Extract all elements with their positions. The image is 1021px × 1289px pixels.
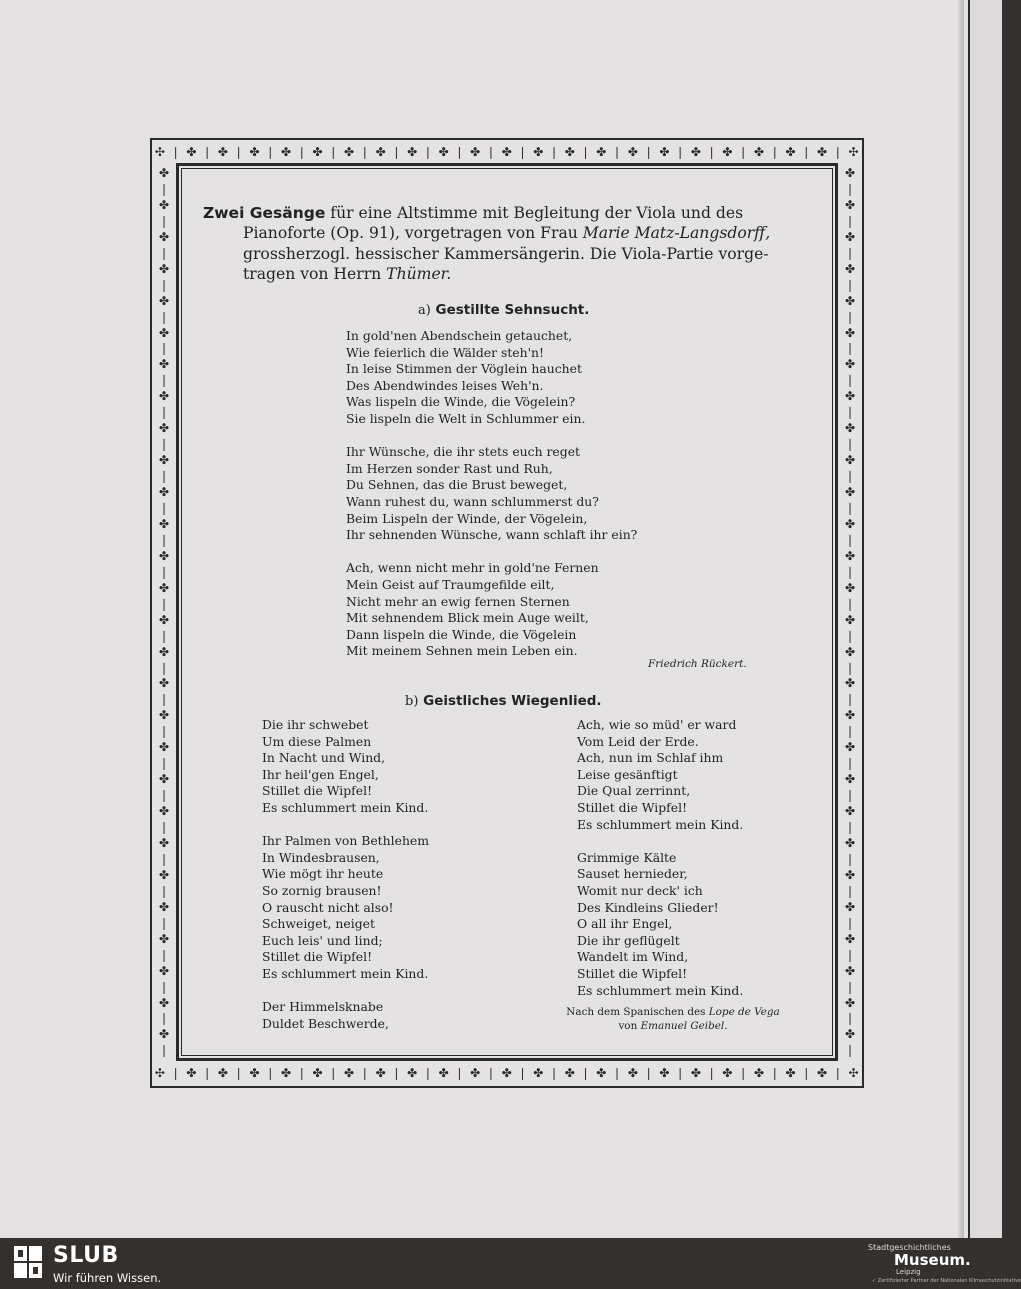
quatrefoil-ornament: ❘ <box>738 1066 749 1080</box>
poem-line: Ach, nun im Schlaf ihm <box>577 750 724 766</box>
slub-logo-icon[interactable] <box>12 1244 44 1280</box>
quatrefoil-ornament: ❘ <box>844 596 856 611</box>
quatrefoil-ornament: ❘ <box>158 596 170 611</box>
quatrefoil-ornament: ✤ <box>249 1066 260 1080</box>
quatrefoil-ornament: ✤ <box>186 145 197 159</box>
poem-line: Vom Leid der Erde. <box>577 733 699 749</box>
poem-line: Ihr Palmen von Bethlehem <box>262 833 430 849</box>
frame-ornament-right <box>839 165 861 1059</box>
quatrefoil-ornament: ✤ <box>158 899 170 914</box>
quatrefoil-ornament: ❘ <box>675 1066 686 1080</box>
quatrefoil-ornament: ✤ <box>659 145 670 159</box>
poem-line: Mein Geist auf Traumgefilde eilt, <box>346 576 555 592</box>
quatrefoil-ornament: ❘ <box>643 1066 654 1080</box>
quatrefoil-ornament: ❘ <box>844 756 856 771</box>
quatrefoil-ornament: ❘ <box>158 1043 170 1058</box>
poem-line: Stillet die Wipfel! <box>262 949 373 965</box>
quatrefoil-ornament: ✤ <box>844 580 856 595</box>
quatrefoil-ornament: ✤ <box>844 485 856 500</box>
quatrefoil-ornament: ✤ <box>344 1066 355 1080</box>
quatrefoil-ornament: ✤ <box>158 676 170 691</box>
quatrefoil-ornament: ❘ <box>158 788 170 803</box>
poem-line: Wie mögt ihr heute <box>262 866 384 882</box>
quatrefoil-ornament: ❘ <box>422 1066 433 1080</box>
quatrefoil-ornament: ✤ <box>217 145 228 159</box>
quatrefoil-ornament: ❘ <box>158 181 170 196</box>
quatrefoil-ornament: ❘ <box>844 947 856 962</box>
song-a-author: Friedrich Rückert. <box>648 658 747 670</box>
quatrefoil-ornament: ✤ <box>722 145 733 159</box>
quatrefoil-ornament: ✤ <box>844 963 856 978</box>
credit-translator: Emanuel Geibel. <box>640 1020 728 1032</box>
quatrefoil-ornament: ✤ <box>627 1066 638 1080</box>
quatrefoil-ornament: ✤ <box>470 1066 481 1080</box>
poem-line: Stillet die Wipfel! <box>577 799 688 815</box>
quatrefoil-ornament: ✤ <box>438 145 449 159</box>
quatrefoil-ornament: ✤ <box>158 708 170 723</box>
quatrefoil-ornament: ✤ <box>158 165 170 180</box>
quatrefoil-ornament: ❘ <box>265 145 276 159</box>
quatrefoil-ornament: ✤ <box>817 145 828 159</box>
frame-ornament-left <box>153 165 175 1059</box>
quatrefoil-ornament: ✤ <box>312 145 323 159</box>
song-b-right-stanza-2 <box>577 850 743 999</box>
song-a-stanza-2 <box>346 444 637 544</box>
quatrefoil-ornament: ❘ <box>801 145 812 159</box>
poem-line: Sauset hernieder, <box>577 866 688 882</box>
quatrefoil-ornament: ❘ <box>296 1066 307 1080</box>
poem-line: Wandelt im Wind, <box>577 949 689 965</box>
poem-line: Es schlummert mein Kind. <box>577 982 744 998</box>
quatrefoil-ornament: ✤ <box>533 1066 544 1080</box>
quatrefoil-ornament: ✤ <box>158 293 170 308</box>
quatrefoil-ornament: ✤ <box>564 145 575 159</box>
poem-line: Du Sehnen, das die Brust beweget, <box>346 477 568 493</box>
quatrefoil-ornament: ✤ <box>158 357 170 372</box>
quatrefoil-ornament: ❘ <box>422 145 433 159</box>
quatrefoil-ornament: ❘ <box>769 1066 780 1080</box>
poem-line: O rauscht nicht also! <box>262 899 394 915</box>
quatrefoil-ornament: ✤ <box>844 867 856 882</box>
quatrefoil-ornament: ✤ <box>158 867 170 882</box>
quatrefoil-ornament: ✤ <box>627 145 638 159</box>
quatrefoil-ornament: ❘ <box>844 724 856 739</box>
quatrefoil-ornament: ❘ <box>485 1066 496 1080</box>
song-b-left-column <box>262 717 429 1032</box>
quatrefoil-ornament: ❘ <box>738 145 749 159</box>
quatrefoil-ornament: ❘ <box>844 788 856 803</box>
quatrefoil-ornament: ✤ <box>501 1066 512 1080</box>
poem-line: Stillet die Wipfel! <box>262 783 373 799</box>
poem-line: Um diese Palmen <box>262 733 372 749</box>
poem-line: Ihr heil'gen Engel, <box>262 766 379 782</box>
poem-line: O all ihr Engel, <box>577 916 673 932</box>
quatrefoil-ornament: ❘ <box>158 564 170 579</box>
quatrefoil-ornament: ✤ <box>722 1066 733 1080</box>
quatrefoil-ornament: ❘ <box>844 851 856 866</box>
quatrefoil-ornament: ✤ <box>844 644 856 659</box>
quatrefoil-ornament: ✤ <box>844 995 856 1010</box>
quatrefoil-ornament: ❘ <box>170 1066 181 1080</box>
quatrefoil-ornament: ❘ <box>844 309 856 324</box>
quatrefoil-ornament: ❘ <box>832 1066 843 1080</box>
quatrefoil-ornament: ✤ <box>158 995 170 1010</box>
quatrefoil-ornament: ❘ <box>158 756 170 771</box>
quatrefoil-ornament: ❘ <box>844 532 856 547</box>
poem-line: Des Abendwindes leises Weh'n. <box>346 377 544 393</box>
quatrefoil-ornament: ❘ <box>844 405 856 420</box>
quatrefoil-ornament: ❘ <box>548 1066 560 1080</box>
quatrefoil-ornament: ✤ <box>249 145 260 159</box>
quatrefoil-ornament: ❘ <box>158 500 170 515</box>
quatrefoil-ornament: ✤ <box>785 145 796 159</box>
quatrefoil-ornament: ❘ <box>844 883 856 898</box>
poem-line: Grimmige Kälte <box>577 849 677 865</box>
quatrefoil-ornament: ✤ <box>186 1066 197 1080</box>
quatrefoil-ornament: ❘ <box>359 145 370 159</box>
quatrefoil-ornament: ✤ <box>844 836 856 850</box>
museum-certificate: ✓ Zertifizierter Partner der Nationalen Klimaschutzinitiative <box>872 1278 1021 1284</box>
song-a-stanza-3 <box>346 560 637 660</box>
quatrefoil-ornament: ✤ <box>158 485 170 500</box>
poem-line: Womit nur deck' ich <box>577 882 703 898</box>
next-page-edge <box>968 0 1002 1238</box>
poem-line: In gold'nen Abendschein getauchet, <box>346 328 573 343</box>
poem-line: Mit meinem Sehnen mein Leben ein. <box>346 643 578 659</box>
quatrefoil-ornament: ❘ <box>548 145 560 159</box>
quatrefoil-ornament: ❘ <box>706 145 717 159</box>
quatrefoil-ornament: ❘ <box>158 883 170 898</box>
quatrefoil-ornament: ❘ <box>706 1066 717 1080</box>
quatrefoil-ornament: ❘ <box>391 145 402 159</box>
poem-line: Es schlummert mein Kind. <box>262 799 429 815</box>
quatrefoil-ornament: ❘ <box>158 213 170 228</box>
quatrefoil-ornament: ✤ <box>844 612 856 627</box>
quatrefoil-ornament: ✤ <box>344 145 355 159</box>
quatrefoil-ornament: ❘ <box>769 145 780 159</box>
quatrefoil-ornament: ❘ <box>844 469 856 484</box>
quatrefoil-ornament: ❘ <box>844 660 856 675</box>
quatrefoil-ornament: ❘ <box>801 1066 812 1080</box>
frame-ornament-top <box>152 141 862 163</box>
quatrefoil-ornament: ✤ <box>407 1066 418 1080</box>
quatrefoil-ornament: ✤ <box>844 421 856 436</box>
quatrefoil-ornament: ✤ <box>564 1066 575 1080</box>
quatrefoil-ornament: ✤ <box>158 197 170 212</box>
quatrefoil-ornament: ❘ <box>328 1066 339 1080</box>
quatrefoil-ornament: ❘ <box>844 1011 856 1026</box>
quatrefoil-ornament: ❘ <box>844 245 856 260</box>
intro-line-2: Pianoforte (Op. 91), vorgetragen von Frau <box>243 224 583 243</box>
poem-line: Leise gesänftigt <box>577 766 678 782</box>
song-b-left-stanza-1 <box>262 717 429 817</box>
quatrefoil-ornament: ✤ <box>844 740 856 755</box>
poem-line: Was lispeln die Winde, die Vögelein? <box>346 394 576 410</box>
quatrefoil-ornament: ❘ <box>158 373 170 388</box>
quatrefoil-ornament: ❘ <box>158 405 170 420</box>
intro-line-4: tragen von Herrn <box>243 264 387 283</box>
slub-logo-tagline: Wir führen Wissen. <box>53 1271 162 1285</box>
quatrefoil-ornament: ❘ <box>158 915 170 930</box>
quatrefoil-ornament: ❘ <box>233 1066 244 1080</box>
poem-line: Ihr Wünsche, die ihr stets euch reget <box>346 444 581 460</box>
quatrefoil-ornament: ❘ <box>612 1066 623 1080</box>
song-b-left-stanza-3 <box>262 999 429 1032</box>
intro-line-1: für eine Altstimme mit Begleitung der Viola und des <box>325 204 744 222</box>
program-title: Zwei Gesänge <box>203 204 326 222</box>
quatrefoil-ornament: ❘ <box>158 469 170 484</box>
credit-source: Lope de Vega <box>708 1006 780 1018</box>
quatrefoil-ornament: ✤ <box>844 261 856 276</box>
quatrefoil-ornament: ✤ <box>844 165 856 180</box>
poem-line: Mit sehnendem Blick mein Auge weilt, <box>346 610 589 626</box>
song-b-title: Geistliches Wiegenlied. <box>423 693 602 709</box>
quatrefoil-ornament: ❘ <box>296 145 307 159</box>
poem-line: In Windesbrausen, <box>262 849 380 865</box>
quatrefoil-ornament: ❘ <box>844 437 856 452</box>
quatrefoil-ornament: ✤ <box>280 145 292 159</box>
quatrefoil-ornament: ✤ <box>312 1066 323 1080</box>
quatrefoil-ornament: ❘ <box>328 145 339 159</box>
poem-line: Der Himmelsknabe <box>262 999 384 1015</box>
quatrefoil-ornament: ✤ <box>690 145 701 159</box>
quatrefoil-ornament: ✤ <box>158 740 170 755</box>
quatrefoil-ornament: ❘ <box>517 1066 528 1080</box>
quatrefoil-ornament: ✤ <box>596 1066 607 1080</box>
quatrefoil-ornament: ❘ <box>158 979 170 994</box>
quatrefoil-ornament: ✤ <box>844 293 856 308</box>
star-corner-ornament: ✣ <box>154 145 165 159</box>
poem-line: Wann ruhest du, wann schlummerst du? <box>346 493 599 509</box>
song-b-right-column <box>577 717 743 999</box>
quatrefoil-ornament: ❘ <box>844 500 856 515</box>
quatrefoil-ornament: ❘ <box>158 628 170 643</box>
quatrefoil-ornament: ❘ <box>580 1066 591 1080</box>
museum-logo-city: Leipzig <box>896 1268 921 1276</box>
quatrefoil-ornament: ❘ <box>265 1066 276 1080</box>
slub-logo-name[interactable]: SLUB <box>53 1243 119 1268</box>
quatrefoil-ornament: ✤ <box>817 1066 828 1080</box>
quatrefoil-ornament: ❘ <box>643 145 654 159</box>
quatrefoil-ornament: ❘ <box>158 820 170 835</box>
quatrefoil-ornament: ✤ <box>753 1066 764 1080</box>
poem-line: Es schlummert mein Kind. <box>262 965 429 981</box>
poem-line: Die ihr geflügelt <box>577 932 680 948</box>
song-b-right-stanza-1 <box>577 717 743 833</box>
song-a-stanza-1 <box>346 328 637 428</box>
poem-line: Ach, wie so müd' er ward <box>577 717 737 732</box>
quatrefoil-ornament: ❘ <box>158 245 170 260</box>
quatrefoil-ornament: ✤ <box>501 145 512 159</box>
poem-line: Ihr sehnenden Wünsche, wann schlaft ihr ein? <box>346 527 638 543</box>
poem-line: Stillet die Wipfel! <box>577 965 688 981</box>
quatrefoil-ornament: ❘ <box>233 145 244 159</box>
quatrefoil-ornament: ❘ <box>844 277 856 292</box>
quatrefoil-ornament: ✤ <box>844 516 856 531</box>
quatrefoil-ornament: ❘ <box>844 628 856 643</box>
quatrefoil-ornament: ❘ <box>844 979 856 994</box>
quatrefoil-ornament: ✤ <box>158 963 170 978</box>
quatrefoil-ornament: ✤ <box>158 453 170 468</box>
quatrefoil-ornament: ✤ <box>158 772 170 787</box>
quatrefoil-ornament: ❘ <box>454 145 465 159</box>
quatrefoil-ornament: ✤ <box>158 389 170 404</box>
quatrefoil-ornament: ❘ <box>202 1066 213 1080</box>
quatrefoil-ornament: ✤ <box>844 899 856 914</box>
quatrefoil-ornament: ❘ <box>844 181 856 196</box>
quatrefoil-ornament: ✤ <box>844 1027 856 1042</box>
song-b-heading <box>405 693 602 709</box>
intro-line-3: grossherzogl. hessischer Kammersängerin. Die Viola-Partie vorge- <box>243 244 769 263</box>
quatrefoil-ornament: ✤ <box>844 325 856 340</box>
poem-line: Sie lispeln die Welt in Schlummer ein. <box>346 410 586 426</box>
quatrefoil-ornament: ✤ <box>844 804 856 819</box>
quatrefoil-ornament: ✤ <box>844 708 856 723</box>
quatrefoil-ornament: ❘ <box>844 373 856 388</box>
star-corner-ornament: ✣ <box>848 145 859 159</box>
poem-line: Duldet Beschwerde, <box>262 1015 389 1031</box>
quatrefoil-ornament: ❘ <box>158 532 170 547</box>
quatrefoil-ornament: ❘ <box>158 309 170 324</box>
quatrefoil-ornament: ✤ <box>407 145 418 159</box>
quatrefoil-ornament: ✤ <box>158 1027 170 1042</box>
quatrefoil-ornament: ✤ <box>375 1066 386 1080</box>
credit-by: von <box>618 1020 641 1032</box>
poem-line: Im Herzen sonder Rast und Ruh, <box>346 460 553 476</box>
song-b-mark: b) <box>405 694 419 709</box>
quatrefoil-ornament: ❘ <box>359 1066 370 1080</box>
quatrefoil-ornament: ❘ <box>158 692 170 707</box>
quatrefoil-ornament: ✤ <box>596 145 607 159</box>
quatrefoil-ornament: ✤ <box>158 548 170 563</box>
quatrefoil-ornament: ❘ <box>612 145 623 159</box>
quatrefoil-ornament: ✤ <box>158 804 170 819</box>
credit-prefix: Nach dem Spanischen des <box>566 1006 709 1018</box>
quatrefoil-ornament: ❘ <box>485 145 496 159</box>
quatrefoil-ornament: ❘ <box>844 820 856 835</box>
quatrefoil-ornament: ✤ <box>158 580 170 595</box>
quatrefoil-ornament: ✤ <box>844 931 856 946</box>
quatrefoil-ornament: ❘ <box>844 341 856 356</box>
quatrefoil-ornament: ❘ <box>158 277 170 292</box>
quatrefoil-ornament: ✤ <box>470 145 481 159</box>
quatrefoil-ornament: ❘ <box>202 145 213 159</box>
song-a-title: Gestillte Sehnsucht. <box>435 302 590 318</box>
quatrefoil-ornament: ❘ <box>158 1011 170 1026</box>
quatrefoil-ornament: ❘ <box>158 660 170 675</box>
quatrefoil-ornament: ✤ <box>158 325 170 340</box>
poem-line: Es schlummert mein Kind. <box>577 816 744 832</box>
song-b-left-stanza-2 <box>262 833 429 982</box>
poem-line: In leise Stimmen der Vöglein hauchet <box>346 361 582 377</box>
poem-line: Die ihr schwebet <box>262 717 369 732</box>
quatrefoil-ornament: ✤ <box>844 229 856 244</box>
quatrefoil-ornament: ✤ <box>158 421 170 436</box>
quatrefoil-ornament: ✤ <box>844 453 856 468</box>
quatrefoil-ornament: ✤ <box>280 1066 292 1080</box>
quatrefoil-ornament: ❘ <box>844 692 856 707</box>
quatrefoil-ornament: ✤ <box>375 145 386 159</box>
quatrefoil-ornament: ✤ <box>844 676 856 691</box>
quatrefoil-ornament: ❘ <box>844 1043 856 1058</box>
star-corner-ornament: ✣ <box>848 1066 859 1080</box>
museum-logo-name[interactable]: Museum. <box>894 1251 971 1269</box>
program-intro <box>203 203 813 284</box>
quatrefoil-ornament: ✤ <box>690 1066 701 1080</box>
song-a-mark: a) <box>418 303 431 318</box>
quatrefoil-ornament: ❘ <box>517 145 528 159</box>
quatrefoil-ornament: ✤ <box>753 145 764 159</box>
quatrefoil-ornament: ❘ <box>832 145 843 159</box>
song-a-poem <box>346 328 637 660</box>
quatrefoil-ornament: ✤ <box>158 644 170 659</box>
song-b-credit <box>548 1005 798 1033</box>
frame-ornament-bottom <box>152 1062 862 1084</box>
quatrefoil-ornament: ✤ <box>158 612 170 627</box>
poem-line: Dann lispeln die Winde, die Vögelein <box>346 626 577 642</box>
quatrefoil-ornament: ✤ <box>158 229 170 244</box>
quatrefoil-ornament: ✤ <box>844 389 856 404</box>
quatrefoil-ornament: ✤ <box>158 931 170 946</box>
quatrefoil-ornament: ❘ <box>158 947 170 962</box>
quatrefoil-ornament: ✤ <box>844 357 856 372</box>
museum-logo-top: Stadtgeschichtliches <box>868 1243 951 1252</box>
poem-line: Wie feierlich die Wälder steh'n! <box>346 344 544 360</box>
poem-line: Ach, wenn nicht mehr in gold'ne Fernen <box>346 560 599 576</box>
quatrefoil-ornament: ❘ <box>170 145 181 159</box>
quatrefoil-ornament: ✤ <box>158 516 170 531</box>
quatrefoil-ornament: ✤ <box>659 1066 670 1080</box>
page-fold-shadow <box>958 0 964 1238</box>
quatrefoil-ornament: ❘ <box>158 724 170 739</box>
star-corner-ornament: ✣ <box>154 1066 165 1080</box>
violist-name: Thümer. <box>386 264 452 283</box>
quatrefoil-ornament: ❘ <box>454 1066 465 1080</box>
poem-line: In Nacht und Wind, <box>262 750 386 766</box>
poem-line: Schweiget, neiget <box>262 916 375 932</box>
poem-line: Nicht mehr an ewig fernen Sternen <box>346 593 570 609</box>
quatrefoil-ornament: ❘ <box>844 564 856 579</box>
quatrefoil-ornament: ✤ <box>438 1066 449 1080</box>
poem-line: Des Kindleins Glieder! <box>577 899 719 915</box>
quatrefoil-ornament: ✤ <box>785 1066 796 1080</box>
quatrefoil-ornament: ❘ <box>844 213 856 228</box>
quatrefoil-ornament: ✤ <box>844 548 856 563</box>
poem-line: Beim Lispeln der Winde, der Vögelein, <box>346 510 588 526</box>
poem-line: So zornig brausen! <box>262 882 382 898</box>
song-a-heading <box>418 302 589 318</box>
quatrefoil-ornament: ❘ <box>391 1066 402 1080</box>
poem-line: Euch leis' und lind; <box>262 932 383 948</box>
poem-line: Die Qual zerrinnt, <box>577 783 691 799</box>
quatrefoil-ornament: ✤ <box>533 145 544 159</box>
quatrefoil-ornament: ✤ <box>217 1066 228 1080</box>
singer-name: Marie Matz-Langsdorff, <box>582 224 771 243</box>
quatrefoil-ornament: ✤ <box>844 772 856 787</box>
quatrefoil-ornament: ✤ <box>158 261 170 276</box>
quatrefoil-ornament: ✤ <box>844 197 856 212</box>
quatrefoil-ornament: ❘ <box>158 437 170 452</box>
quatrefoil-ornament: ❘ <box>158 341 170 356</box>
quatrefoil-ornament: ❘ <box>158 851 170 866</box>
quatrefoil-ornament: ❘ <box>844 915 856 930</box>
quatrefoil-ornament: ❘ <box>675 145 686 159</box>
quatrefoil-ornament: ❘ <box>580 145 591 159</box>
quatrefoil-ornament: ✤ <box>158 836 170 850</box>
